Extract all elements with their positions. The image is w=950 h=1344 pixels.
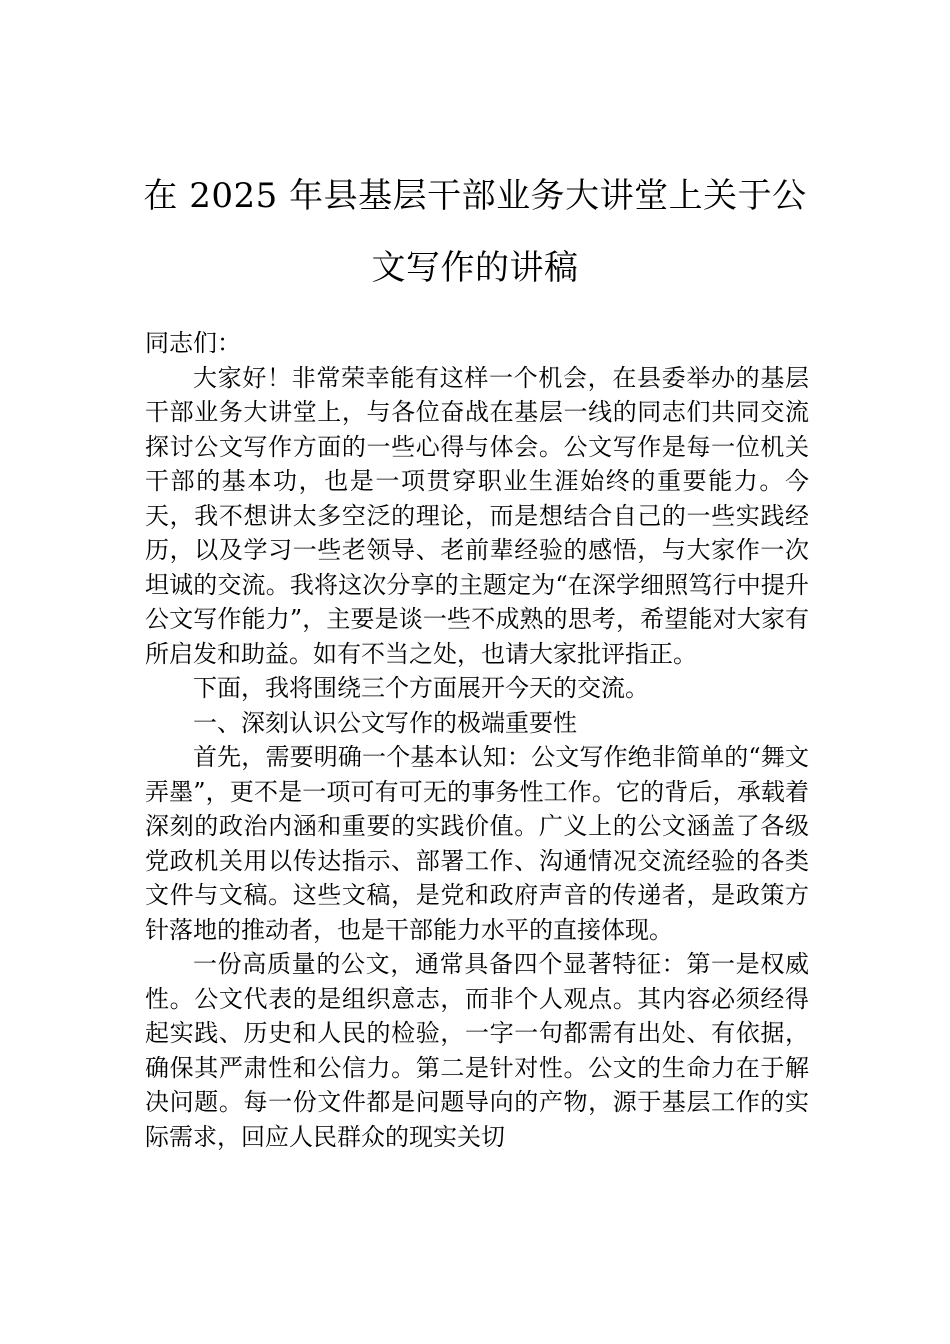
document-body [145, 326, 809, 1154]
title-line-2: 文写作的讲稿 [371, 248, 579, 288]
title-line-1: 在 2025 年县基层干部业务大讲堂上关于公 [143, 176, 807, 216]
section-heading-1: 一、深刻认识公文写作的极端重要性 [193, 708, 577, 737]
paragraph-section-1-intro: 首先，需要明确一个基本认知：公文写作绝非简单的“舞文弄墨”，更不是一项可有可无的事务性工作。它的背后，承载着深刻的政治内涵和重要的实践价值。广义上的公文涵盖了各级党政机关用以传达指示、部署工作、沟通情况交流经验的各类文件与文稿。这些文稿，是党和政府声音的传递者，是政策方针落地的推动者，也是干部能力水平的直接体现。 [145, 743, 809, 944]
document-title [120, 160, 830, 304]
paragraph-outline: 下面，我将围绕三个方面展开今天的交流。 [193, 674, 649, 702]
paragraph-section-1-features: 一份高质量的公文，通常具备四个显著特征：第一是权威性。公文代表的是组织意志，而非个人观点。其内容必须经得起实践、历史和人民的检验，一字一句都需有出处、有依据，确保其严肃性和公信力。第二是针对性。公文的生命力在于解决问题。每一份文件都是问题导向的产物，源于基层工作的实际需求，回应人民群众的现实关切 [145, 950, 809, 1151]
salutation: 同志们： [145, 329, 241, 357]
paragraph-opening: 大家好！非常荣幸能有这样一个机会，在县委举办的基层干部业务大讲堂上，与各位奋战在基层一线的同志们共同交流探讨公文写作方面的一些心得与体会。公文写作是每一位机关干部的基本功，也是一项贯穿职业生涯始终的重要能力。今天，我不想讲太多空泛的理论，而是想结合自己的一些实践经历，以及学习一些老领导、老前辈经验的感悟，与大家作一次坦诚的交流。我将这次分享的主题定为“在深学细照笃行中提升公文写作能力”，主要是谈一些不成熟的思考，希望能对大家有所启发和助益。如有不当之处，也请大家批评指正。 [145, 363, 809, 668]
